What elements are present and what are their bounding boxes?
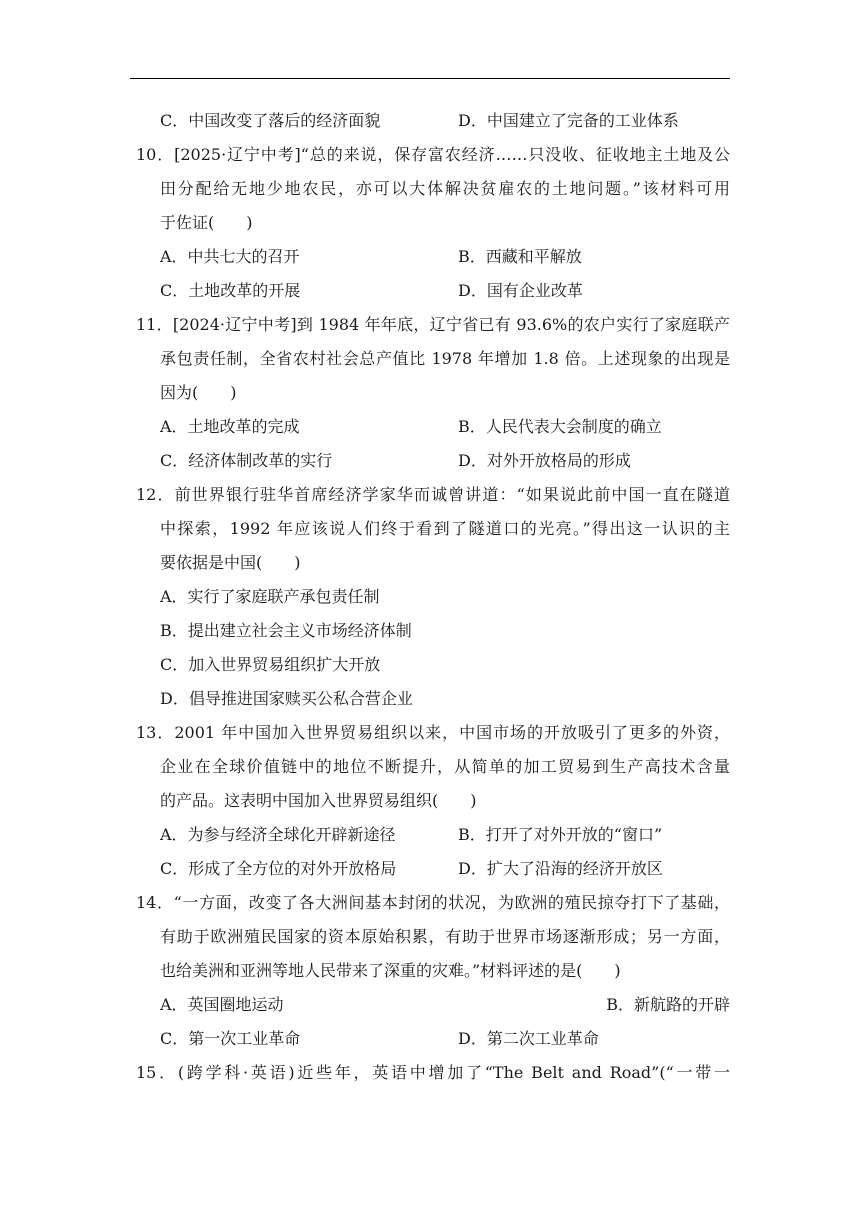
q11-stem-line-3: 因为( ) (160, 383, 237, 402)
q9-option-d: D．中国建立了完备的工业体系 (458, 111, 679, 130)
q10-number: 10． (136, 145, 175, 164)
q14-option-d: D．第二次工业革命 (458, 1029, 599, 1048)
q10-stem-line-3: 于佐证( ) (160, 213, 253, 232)
q12-option-a: A．实行了家庭联产承包责任制 (160, 587, 380, 606)
q14-stem-line-2: 有助于欧洲殖民国家的资本原始积累，有助于世界市场逐渐形成；另一方面， (160, 927, 730, 946)
q13-option-d: D．扩大了沿海的经济开放区 (458, 859, 663, 878)
q13-option-b: B．打开了对外开放的“窗口” (458, 825, 663, 844)
q13-number: 13． (136, 723, 175, 742)
q10-stem-line-2: 田分配给无地少地农民，亦可以大体解决贫雇农的土地问题。”该材料可用 (160, 179, 730, 198)
q14-stem-line-3: 也给美洲和亚洲等地人民带来了深重的灾难。”材料评述的是( ) (160, 961, 621, 980)
q9-option-c: C．中国改变了落后的经济面貌 (160, 111, 381, 130)
q10-option-b: B．西藏和平解放 (458, 247, 582, 266)
q11-option-a: A．土地改革的完成 (160, 417, 300, 436)
q13-stem-line-1: 13．2001 年中国加入世界贸易组织以来，中国市场的开放吸引了更多的外资， (136, 723, 730, 742)
q13-option-a: A．为参与经济全球化开辟新途径 (160, 825, 396, 844)
q11-option-d: D．对外开放格局的形成 (458, 451, 631, 470)
q11-number: 11． (136, 315, 173, 334)
q15-stem-line-1: 15．(跨学科·英语)近些年，英语中增加了“The Belt and Road”(“一带一 (136, 1063, 730, 1082)
header-rule (130, 78, 730, 79)
q15-number: 15． (136, 1063, 178, 1082)
q10-option-c: C．土地改革的开展 (160, 281, 301, 300)
q12-option-c: C．加入世界贸易组织扩大开放 (160, 655, 381, 674)
q14-stem-line-1: 14．“一方面，改变了各大洲间基本封闭的状况，为欧洲的殖民掠夺打下了基础， (136, 893, 730, 912)
q13-stem-line-3: 的产品。这表明中国加入世界贸易组织( ) (160, 791, 477, 810)
q11-option-c: C．经济体制改革的实行 (160, 451, 333, 470)
q13-stem-line-2: 企业在全球价值链中的地位不断提升，从简单的加工贸易到生产高技术含量 (160, 757, 730, 776)
q10-option-d: D．国有企业改革 (458, 281, 583, 300)
q13-option-c: C．形成了全方位的对外开放格局 (160, 859, 397, 878)
q14-option-b: B．新航路的开辟 (606, 995, 730, 1014)
q14-number: 14． (136, 893, 174, 912)
q10-option-a: A．中共七大的召开 (160, 247, 300, 266)
q11-stem-line-2: 承包责任制，全省农村社会总产值比 1978 年增加 1.8 倍。上述现象的出现是 (160, 349, 730, 368)
q12-option-d: D．倡导推进国家赎买公私合营企业 (160, 689, 413, 708)
q11-option-b: B．人民代表大会制度的确立 (458, 417, 662, 436)
q10-stem-line-1: 10．[2025·辽宁中考]“总的来说，保存富农经济……只没收、征收地主土地及公 (136, 145, 730, 164)
q12-stem-line-1: 12．前世界银行驻华首席经济学家华而诚曾讲道：“如果说此前中国一直在隧道 (136, 485, 730, 504)
q11-stem-line-1: 11．[2024·辽宁中考]到 1984 年年底，辽宁省已有 93.6%的农户实行了家庭联产 (136, 315, 730, 334)
q12-stem-line-2: 中探索，1992 年应该说人们终于看到了隧道口的光亮。”得出这一认识的主 (160, 519, 730, 538)
q14-option-c: C．第一次工业革命 (160, 1029, 301, 1048)
q14-option-a: A．英国圈地运动 (160, 995, 284, 1014)
q12-stem-line-3: 要依据是中国( ) (160, 553, 301, 572)
q12-option-b: B．提出建立社会主义市场经济体制 (160, 621, 412, 640)
q12-number: 12． (136, 485, 175, 504)
